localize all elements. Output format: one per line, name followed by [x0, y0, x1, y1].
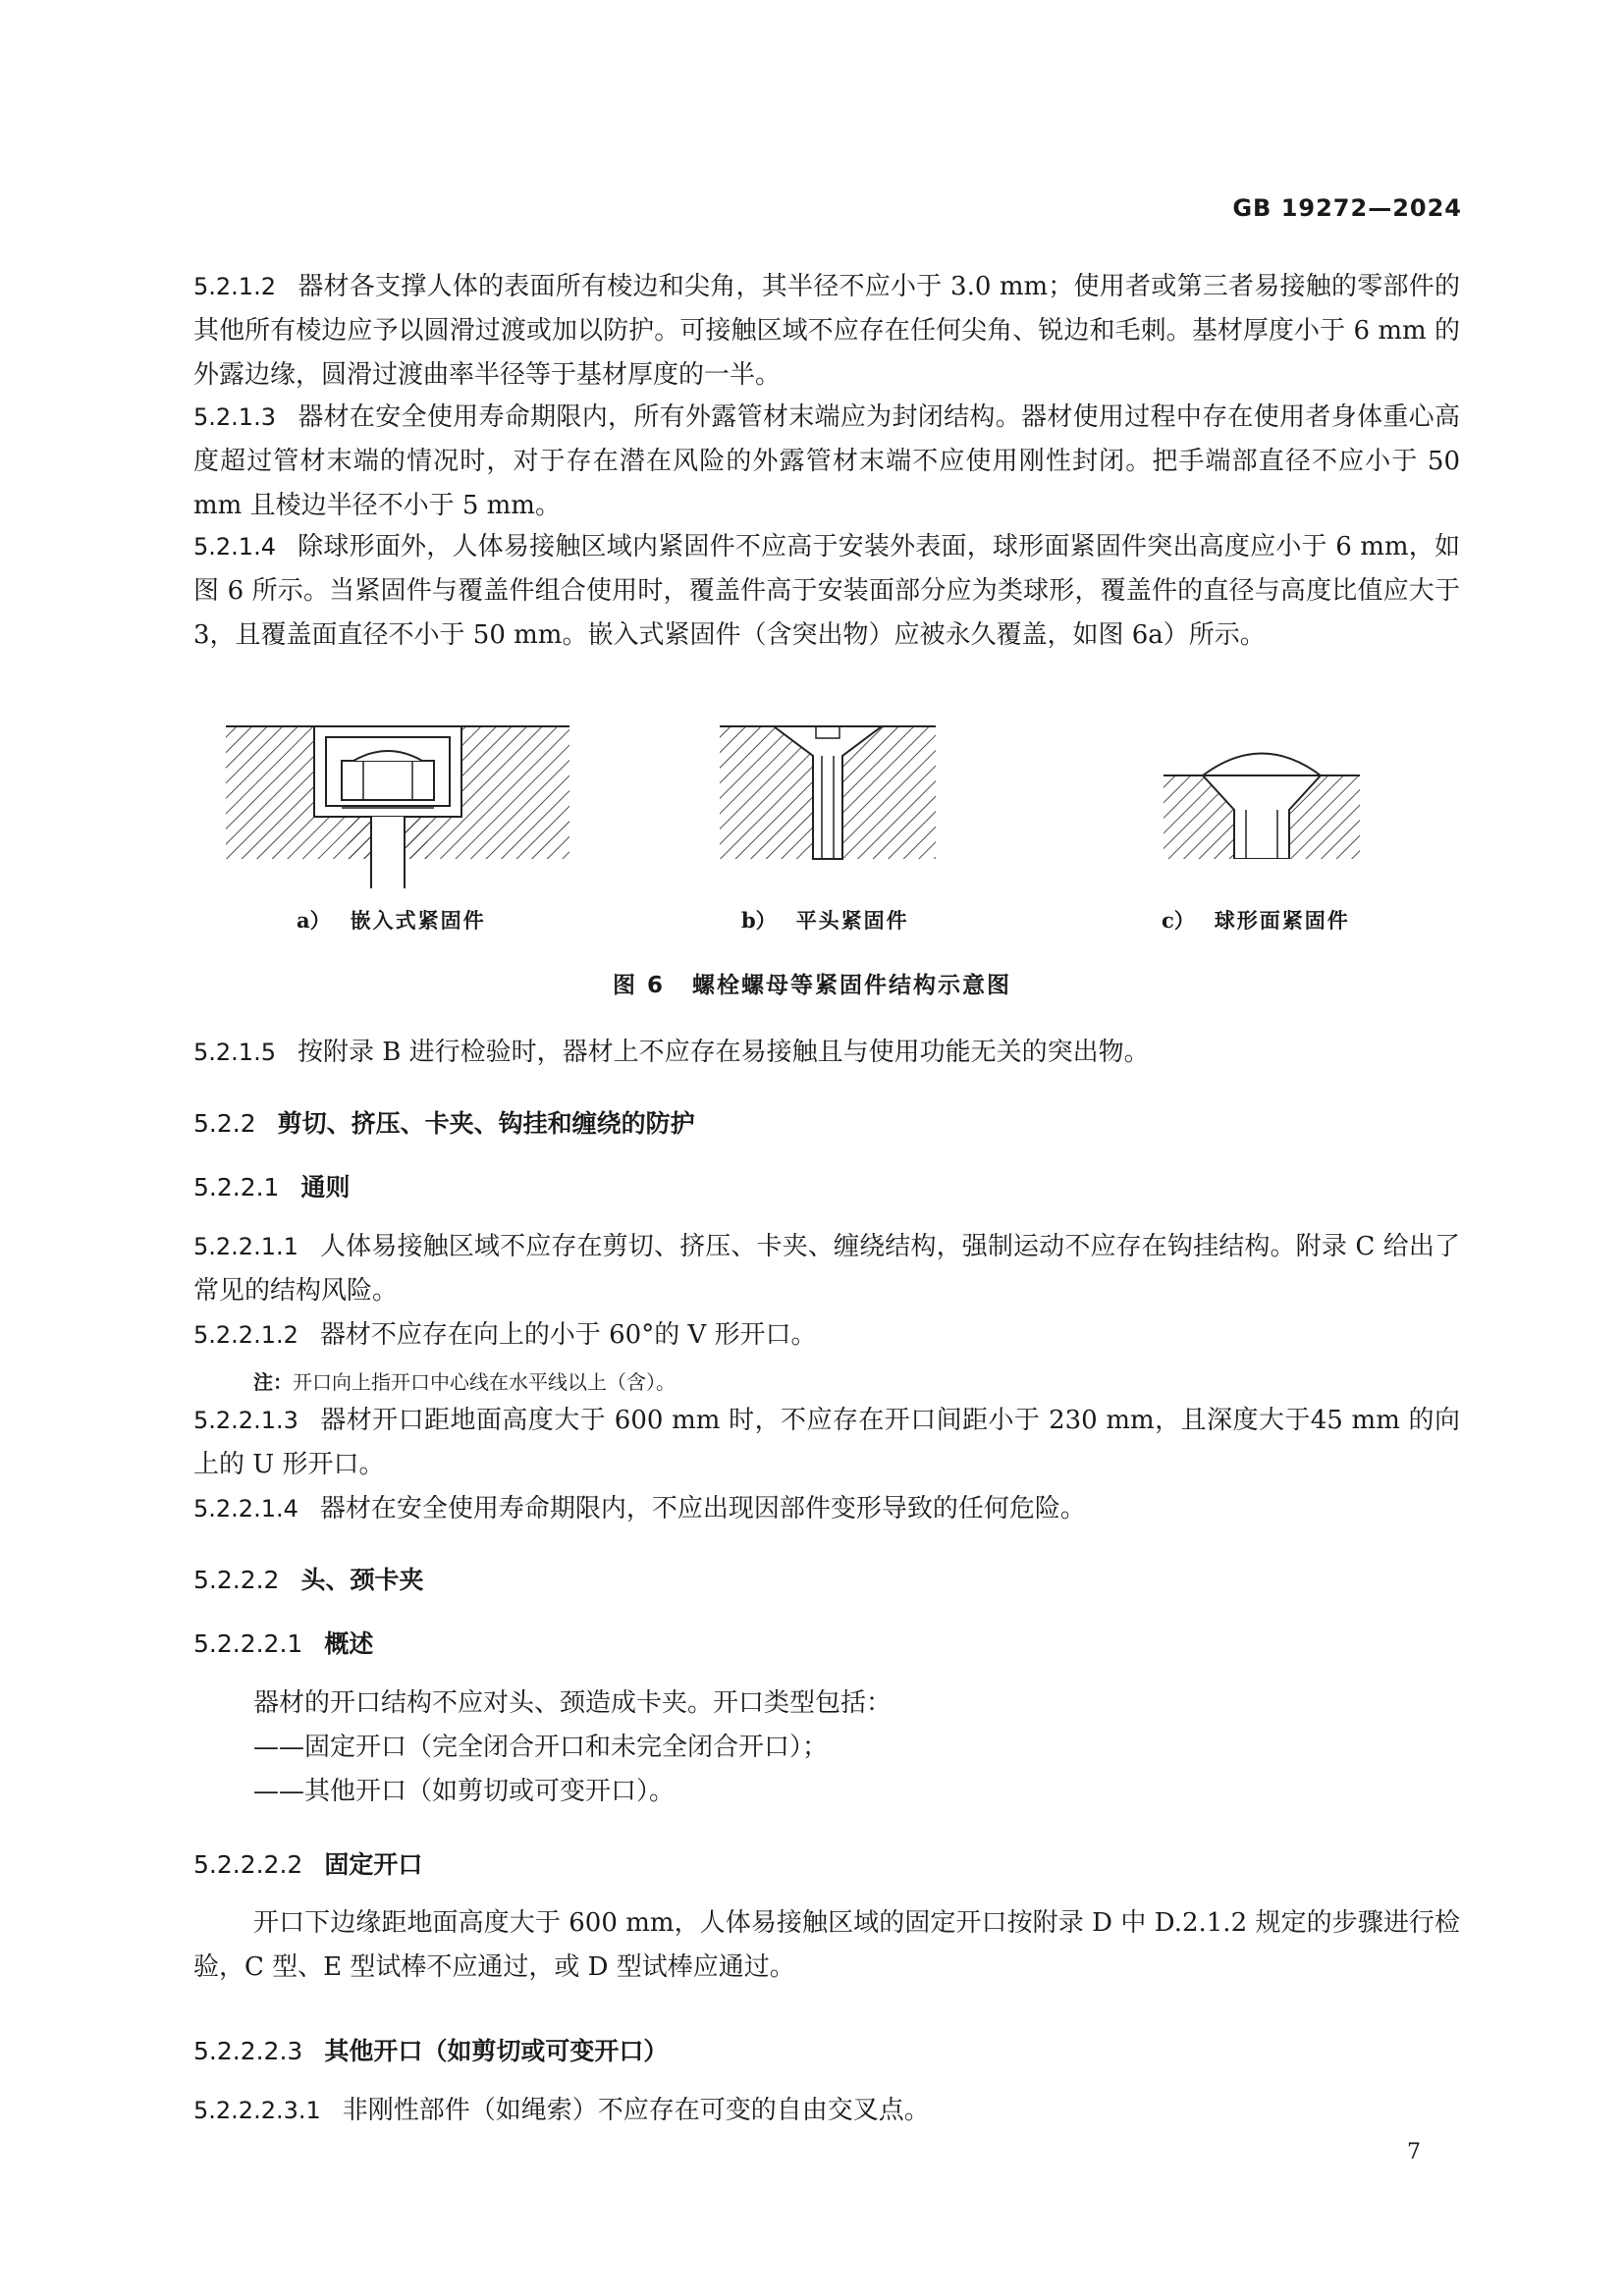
heading-5-2-2: 5.2.2 剪切、挤压、卡夹、钩挂和缠绕的防护: [193, 1109, 695, 1138]
clause-5-2-1-3: 5.2.1.3 器材在安全使用寿命期限内，所有外露管材末端应为封闭结构。器材使用过程中存在使用者身体重心高度超过管材末端的情况时，对于存在潜在风险的外露管材末端不应使用刚性封闭。把手端部直径不应小于 50 mm 且棱边半径不小于 5 mm。: [193, 402, 1460, 520]
clause-5-2-2-1-2: 5.2.2.1.2 器材不应存在向上的小于 60°的 V 形开口。: [193, 1320, 817, 1350]
overview-intro: 器材的开口结构不应对头、颈造成卡夹。开口类型包括：: [253, 1688, 893, 1718]
list-item: ——其他开口（如剪切或可变开口）。: [253, 1777, 676, 1806]
figure-title: 图 6 螺栓螺母等紧固件结构示意图: [612, 973, 1011, 998]
heading-5-2-2-1: 5.2.2.1 通则: [193, 1173, 351, 1201]
subfigure-c-caption: c） 球形面紧固件: [1162, 908, 1350, 933]
standard-number: GB 19272—2024: [1232, 194, 1462, 222]
heading-5-2-2-2: 5.2.2.2 头、颈卡夹: [193, 1566, 424, 1594]
note: 注：开口向上指开口中心线在水平线以上（含）。: [253, 1370, 676, 1394]
clause-5-2-2-1-1: 5.2.2.1.1 人体易接触区域不应存在剪切、挤压、卡夹、缠绕结构，强制运动不应存在钩挂结构。附录 C 给出了常见的结构风险。: [193, 1232, 1460, 1306]
figure-6b-flat-head-fastener: [720, 721, 936, 869]
page-number: 7: [1407, 2140, 1421, 2164]
fixed-opening-paragraph: 开口下边缘距地面高度大于 600 mm，人体易接触区域的固定开口按附录 D 中 D.2.1.2 规定的步骤进行检验，C 型、E 型试棒不应通过，或 D 型试棒应通过。: [193, 1908, 1460, 1982]
subfigure-b-caption: b） 平头紧固件: [741, 908, 909, 933]
clause-5-2-1-5: 5.2.1.5 按附录 B 进行检验时，器材上不应存在易接触且与使用功能无关的突出物。: [193, 1038, 1150, 1067]
figure-6a-embedded-fastener: [226, 721, 569, 888]
heading-5-2-2-2-1: 5.2.2.2.1 概述: [193, 1629, 374, 1658]
subfigure-a-caption: a） 嵌入式紧固件: [297, 908, 486, 933]
clause-5-2-2-2-3-1: 5.2.2.2.3.1 非刚性部件（如绳索）不应存在可变的自由交叉点。: [193, 2096, 930, 2125]
heading-5-2-2-2-2: 5.2.2.2.2 固定开口: [193, 1850, 423, 1879]
figure-6c-spherical-fastener: [1164, 741, 1360, 859]
clause-5-2-2-1-4: 5.2.2.1.4 器材在安全使用寿命期限内，不应出现因部件变形导致的任何危险。: [193, 1494, 1086, 1523]
clause-5-2-1-4: 5.2.1.4 除球形面外，人体易接触区域内紧固件不应高于安装外表面，球形面紧固件突出高度应小于 6 mm，如图 6 所示。当紧固件与覆盖件组合使用时，覆盖件高于安装面部分应为类球形，覆盖件的直径与高度比值应大于 3，且覆盖面直径不小于 50 mm。嵌入式紧固件（含突出物）应被永久覆盖，如图 6a）所示。: [193, 532, 1460, 650]
heading-5-2-2-2-3: 5.2.2.2.3 其他开口（如剪切或可变开口）: [193, 2037, 669, 2065]
list-item: ——固定开口（完全闭合开口和未完全闭合开口）；: [253, 1733, 829, 1762]
clause-5-2-2-1-3: 5.2.2.1.3 器材开口距地面高度大于 600 mm 时，不应存在开口间距小于 230 mm，且深度大于45 mm 的向上的 U 形开口。: [193, 1406, 1460, 1479]
clause-5-2-1-2: 5.2.1.2 器材各支撑人体的表面所有棱边和尖角，其半径不应小于 3.0 mm；使用者或第三者易接触的零部件的其他所有棱边应予以圆滑过渡或加以防护。可接触区域不应存在任何尖角、锐边和毛刺。基材厚度小于 6 mm 的外露边缘，圆滑过渡曲率半径等于基材厚度的一半。: [193, 272, 1460, 390]
